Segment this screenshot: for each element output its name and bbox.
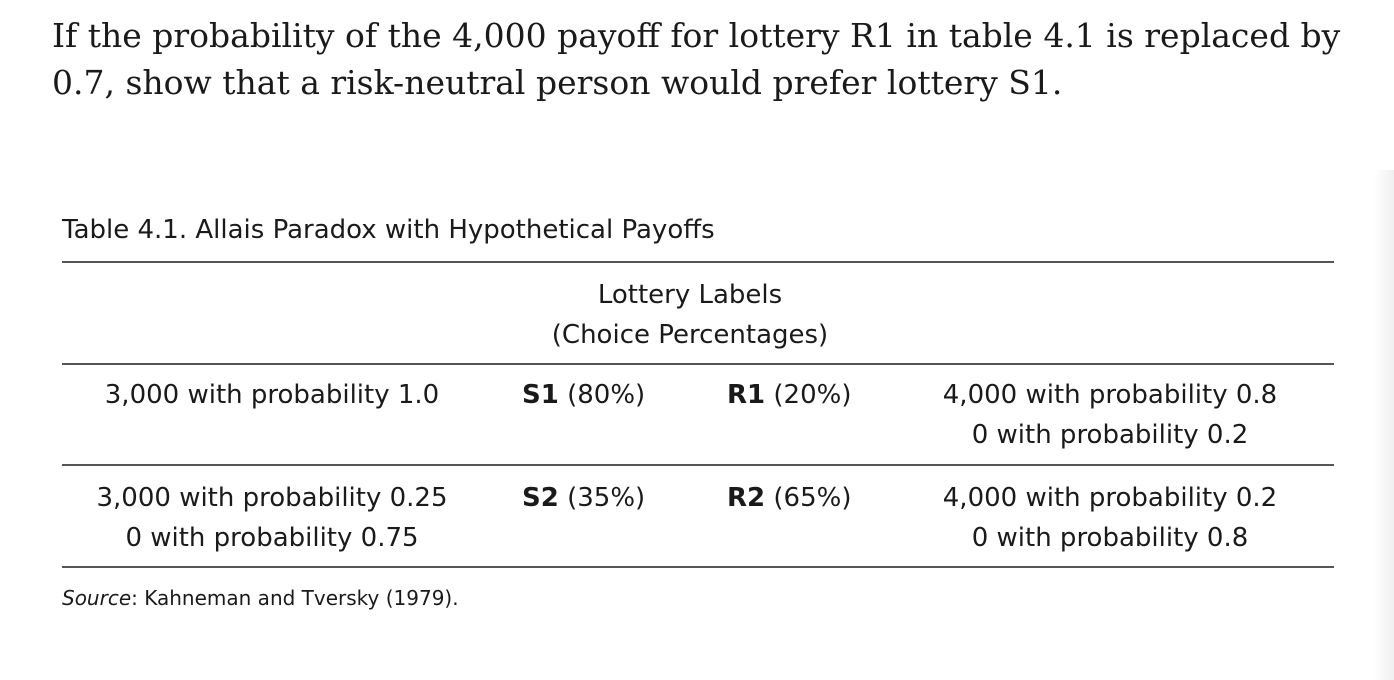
table-row-2-safe-lottery [522, 478, 645, 518]
row-1-left-line-1: 3,000 with probability 1.0 [104, 380, 440, 410]
table-row-1-risky-lottery [727, 375, 851, 415]
table-row-1-left-payoff [62, 375, 482, 415]
page-edge-shadow [1374, 170, 1394, 680]
exercise-question [52, 12, 1352, 106]
lottery-code-r1: R1 [727, 380, 766, 410]
row-2-left-line-1: 3,000 with probability 0.25 [96, 483, 448, 513]
question-line-2: 0.7, show that a risk-neutral person would prefer lottery S1. [52, 63, 1063, 102]
table-row-1-right-payoff [900, 375, 1320, 455]
choice-pct-s1: (80%) [558, 380, 646, 410]
lottery-code-r2: R2 [727, 483, 766, 513]
column-header-line-1: Lottery Labels [597, 280, 783, 310]
table-top-rule [62, 261, 1334, 263]
lottery-code-s2: S2 [522, 483, 559, 513]
source-text: : Kahneman and Tversky (1979). [131, 586, 459, 610]
source-label: Source [62, 586, 132, 610]
row-1-right-line-1: 4,000 with probability 0.8 [942, 380, 1278, 410]
row-2-right-line-2: 0 with probability 0.8 [971, 523, 1249, 553]
table-caption: Table 4.1. Allais Paradox with Hypothetical Payoffs [62, 215, 715, 245]
choice-pct-r2: (65%) [765, 483, 852, 513]
table-source-note [62, 584, 459, 612]
choice-pct-r1: (20%) [765, 380, 852, 410]
question-line-1: If the probability of the 4,000 payoff for lottery R1 in table 4.1 is replaced by [52, 16, 1341, 55]
table-bottom-rule [62, 566, 1334, 568]
table-row-1-safe-lottery [522, 375, 645, 415]
row-divider-rule [62, 464, 1334, 466]
column-header-line-2: (Choice Percentages) [551, 320, 829, 350]
table-row-2-left-payoff [62, 478, 482, 558]
header-rule [62, 363, 1334, 365]
column-header [490, 275, 890, 355]
lottery-code-s1: S1 [522, 380, 559, 410]
table-row-2-risky-lottery [727, 478, 851, 518]
table-row-2-right-payoff [900, 478, 1320, 558]
choice-pct-s2: (35%) [558, 483, 646, 513]
row-2-right-line-1: 4,000 with probability 0.2 [942, 483, 1278, 513]
row-2-left-line-2: 0 with probability 0.75 [125, 523, 419, 553]
row-1-right-line-2: 0 with probability 0.2 [971, 420, 1249, 450]
